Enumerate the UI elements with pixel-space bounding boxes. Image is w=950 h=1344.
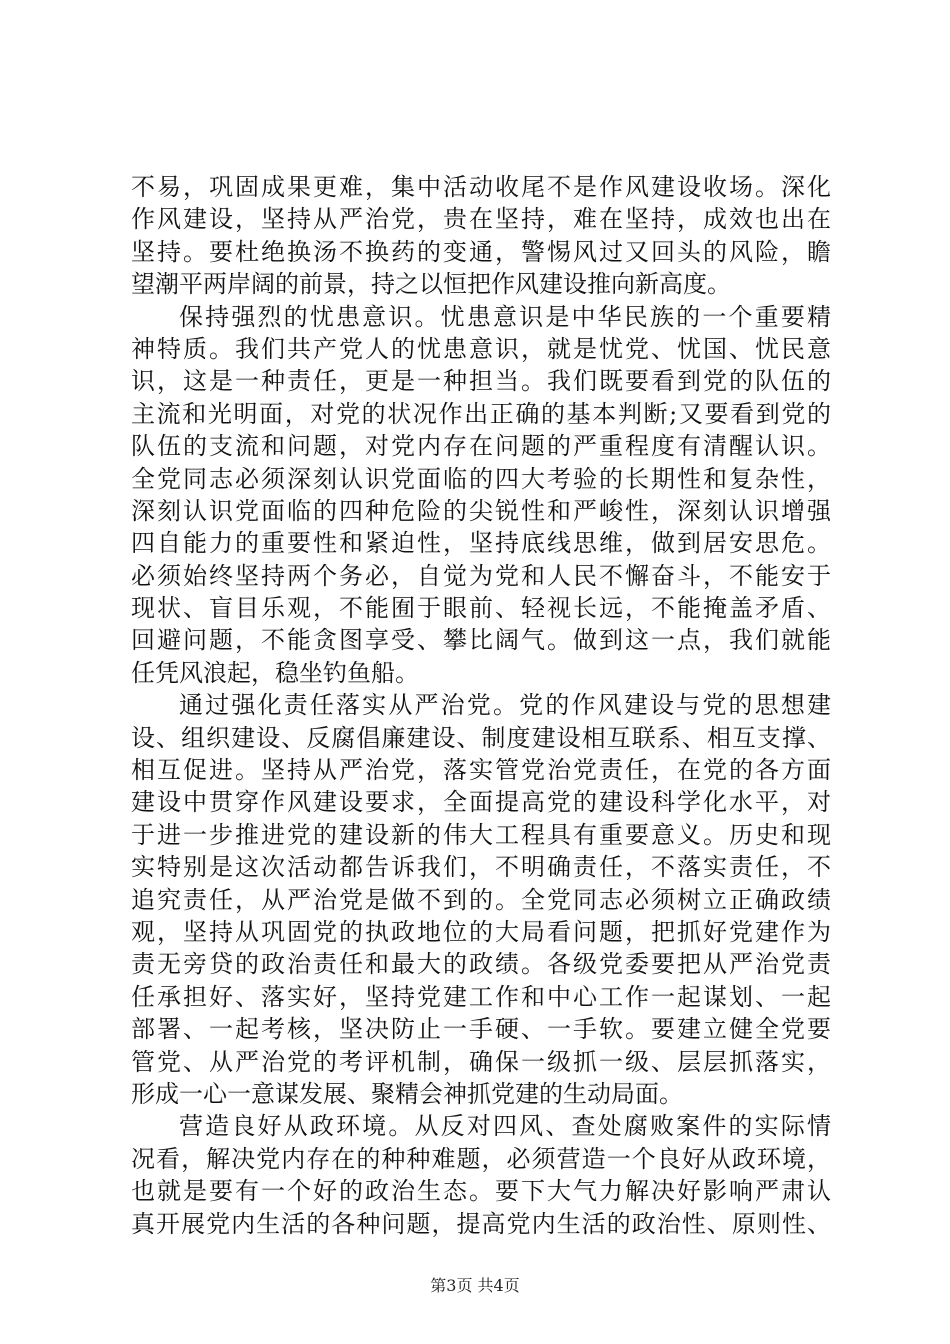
text-line: 况看，解决党内存在的种种难题，必须营造一个良好从政环境，: [131, 1144, 831, 1173]
text-line: 建设中贯穿作风建设要求，全面提高党的建设科学化水平，对: [131, 788, 831, 817]
text-line: 现状、盲目乐观，不能囿于眼前、轻视长远，不能掩盖矛盾、: [131, 594, 831, 623]
text-line: 也就是要有一个好的政治生态。要下大气力解决好影响严肃认: [131, 1177, 831, 1206]
page-footer: 第3页 共4页: [430, 1276, 520, 1295]
text-line: 任凭风浪起，稳坐钓鱼船。: [131, 658, 419, 687]
text-line: 管党、从严治党的考评机制，确保一级抓一级、层层抓落实，: [131, 1047, 831, 1076]
text-line: 不易，巩固成果更难，集中活动收尾不是作风建设收场。深化: [131, 173, 831, 201]
text-line: 队伍的支流和问题，对党内存在问题的严重程度有清醒认识。: [131, 432, 831, 461]
paragraph-start-line: 通过强化责任落实从严治党。党的作风建设与党的思想建: [179, 691, 831, 720]
text-line: 观，坚持从巩固党的执政地位的大局看问题，把抓好党建作为: [131, 917, 831, 946]
text-line: 形成一心一意谋发展、聚精会神抓党建的生动局面。: [131, 1079, 683, 1108]
text-line: 真开展党内生活的各种问题，提高党内生活的政治性、原则性、: [131, 1209, 831, 1238]
text-line: 任承担好、落实好，坚持党建工作和中心工作一起谋划、一起: [131, 982, 831, 1011]
text-line: 必须始终坚持两个务必，自觉为党和人民不懈奋斗，不能安于: [131, 561, 831, 590]
text-line: 回避问题，不能贪图享受、攀比阔气。做到这一点，我们就能: [131, 626, 831, 655]
text-line: 识，这是一种责任，更是一种担当。我们既要看到党的队伍的: [131, 367, 831, 396]
text-line: 设、组织建设、反腐倡廉建设、制度建设相互联系、相互支撑、: [131, 723, 831, 752]
text-line: 神特质。我们共产党人的忧患意识，就是忧党、忧国、忧民意: [131, 334, 831, 363]
text-line: 相互促进。坚持从严治党，落实管党治党责任，在党的各方面: [131, 756, 831, 785]
text-line: 于进一步推进党的建设新的伟大工程具有重要意义。历史和现: [131, 820, 831, 849]
text-line: 实特别是这次活动都告诉我们，不明确责任，不落实责任，不: [131, 853, 831, 882]
text-line: 四自能力的重要性和紧迫性，坚持底线思维，做到居安思危。: [131, 529, 831, 558]
text-line: 主流和光明面，对党的状况作出正确的基本判断;又要看到党的: [131, 399, 831, 428]
text-line: 全党同志必须深刻认识党面临的四大考验的长期性和复杂性，: [131, 464, 831, 493]
paragraph-start-line: 保持强烈的忧患意识。忧患意识是中华民族的一个重要精: [179, 302, 831, 331]
text-line: 坚持。要杜绝换汤不换药的变通，警惕风过又回头的风险，瞻: [131, 237, 831, 266]
body-text: [131, 171, 831, 1240]
text-line: 责无旁贷的政治责任和最大的政绩。各级党委要把从严治党责: [131, 950, 831, 979]
paragraph-start-line: 营造良好从政环境。从反对四风、查处腐败案件的实际情: [179, 1112, 831, 1141]
text-line: 望潮平两岸阔的前景，持之以恒把作风建设推向新高度。: [131, 270, 731, 299]
text-line: 深刻认识党面临的四种危险的尖锐性和严峻性，深刻认识增强: [131, 496, 831, 525]
text-line: 部署、一起考核，坚决防止一手硬、一手软。要建立健全党要: [131, 1015, 831, 1044]
text-line: 作风建设，坚持从严治党，贵在坚持，难在坚持，成效也出在: [131, 205, 831, 234]
text-line: 追究责任，从严治党是做不到的。全党同志必须树立正确政绩: [131, 885, 831, 914]
